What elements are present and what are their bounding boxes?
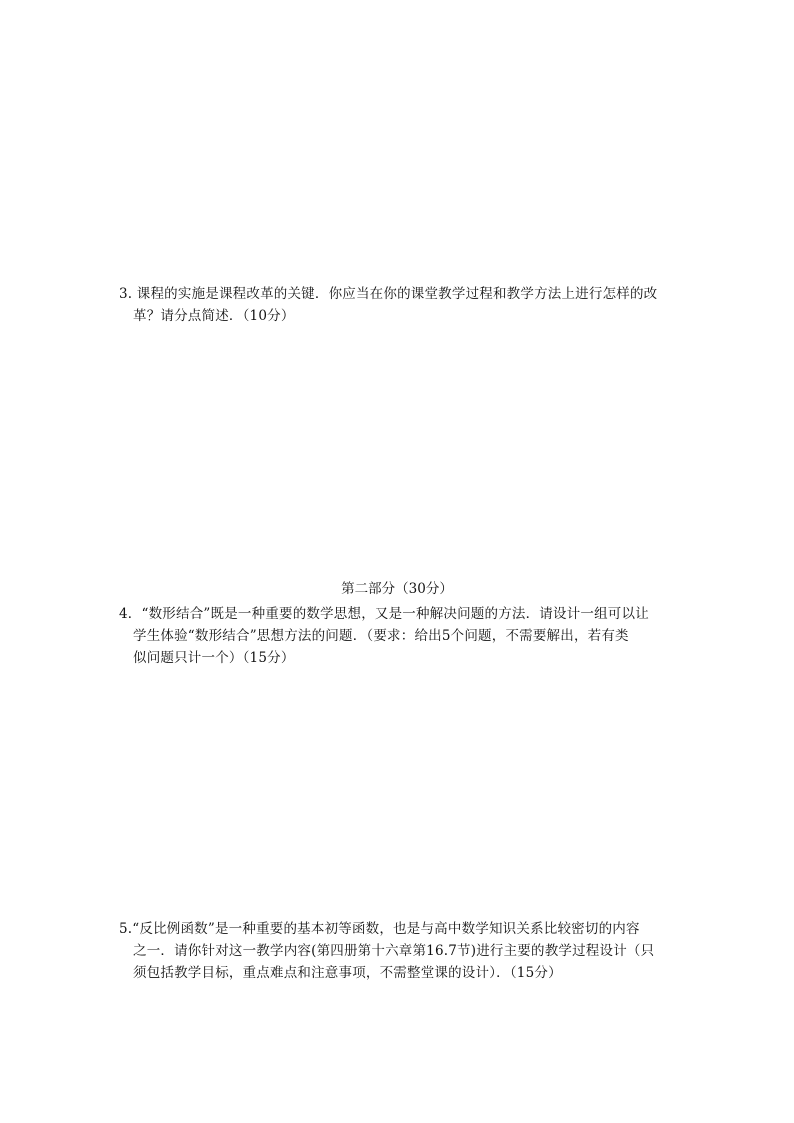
question-3-line-2: 革？请分点简述．（10分） [133, 308, 295, 324]
question-5 [119, 918, 679, 984]
question-3 [119, 283, 679, 327]
question-5-line-2: 之一．请你针对这一教学内容(第四册第十六章第16.7节)进行主要的教学过程设计（只 [133, 943, 655, 959]
section-title-part-two: 第二部分（30分） [341, 581, 453, 597]
question-4-line-2: 学生体验“数形结合”思想方法的问题．（要求：给出5个问题，不需要解出，若有类 [133, 628, 629, 644]
question-3-line-1: 3. 课程的实施是课程改革的关键．你应当在你的课堂教学过程和教学方法上进行怎样的改 [119, 286, 658, 302]
question-5-line-1: 5.“反比例函数”是一种重要的基本初等函数，也是与高中数学知识关系比较密切的内容 [119, 921, 640, 937]
question-4 [119, 603, 679, 669]
question-5-line-3: 须包括教学目标，重点难点和注意事项，不需整堂课的设计）．（15分） [133, 965, 562, 981]
question-4-line-1: 4．“数形结合”既是一种重要的数学思想，又是一种解决问题的方法．请设计一组可以让 [119, 606, 649, 622]
question-4-line-3: 似问题只计一个）（15分） [133, 650, 295, 666]
